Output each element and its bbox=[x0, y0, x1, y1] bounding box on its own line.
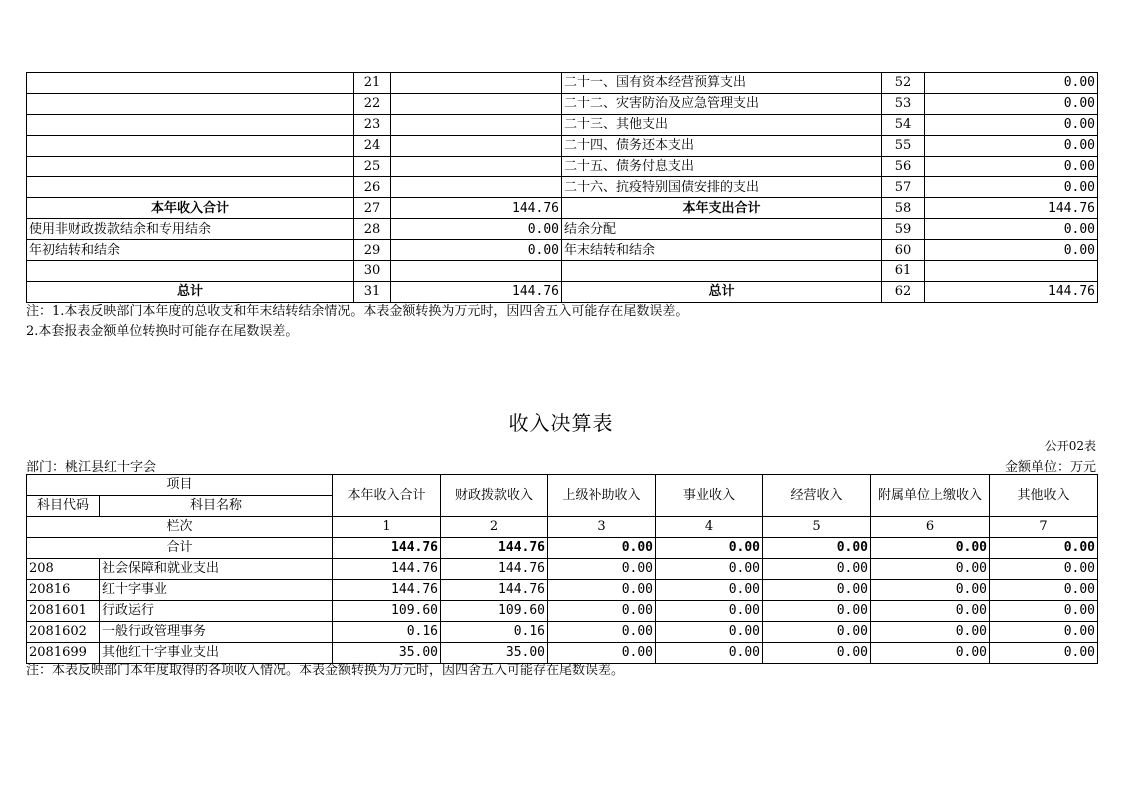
amount-cell: 0.00 bbox=[763, 622, 871, 643]
summary-row bbox=[27, 281, 1098, 302]
summary-row bbox=[27, 198, 1098, 219]
amount-cell: 144.76 bbox=[441, 559, 548, 580]
left-line-no: 26 bbox=[354, 177, 391, 198]
summary-row bbox=[27, 73, 1098, 94]
right-label: 二十一、国有资本经营预算支出 bbox=[562, 73, 882, 94]
right-amount: 0.00 bbox=[925, 177, 1098, 198]
left-line-no: 27 bbox=[354, 198, 391, 219]
subject-code: 208 bbox=[27, 559, 100, 580]
left-label bbox=[27, 93, 354, 114]
total-value: 144.76 bbox=[441, 538, 548, 559]
subject-code: 2081601 bbox=[27, 601, 100, 622]
right-label: 二十三、其他支出 bbox=[562, 114, 882, 135]
amount-unit-label: 金额单位：万元 bbox=[1004, 460, 1096, 475]
right-line-no: 62 bbox=[882, 281, 925, 302]
right-label: 二十六、抗疫特别国债安排的支出 bbox=[562, 177, 882, 198]
right-label: 二十四、债务还本支出 bbox=[562, 135, 882, 156]
subject-name: 行政运行 bbox=[100, 601, 333, 622]
amount-cell: 144.76 bbox=[333, 559, 441, 580]
amount-cell: 0.00 bbox=[763, 559, 871, 580]
amount-cell: 0.00 bbox=[548, 601, 656, 622]
left-amount bbox=[391, 135, 562, 156]
income-table bbox=[26, 474, 1098, 664]
column-number-row bbox=[27, 517, 1098, 538]
amount-cell: 0.00 bbox=[990, 622, 1098, 643]
header-row-1 bbox=[27, 475, 1098, 496]
summary-row bbox=[27, 219, 1098, 240]
left-label bbox=[27, 261, 354, 282]
right-line-no: 61 bbox=[882, 261, 925, 282]
right-line-no: 59 bbox=[882, 219, 925, 240]
summary-row bbox=[27, 156, 1098, 177]
right-amount: 0.00 bbox=[925, 219, 1098, 240]
header-affiliate: 附属单位上缴收入 bbox=[871, 475, 990, 517]
header-name: 科目名称 bbox=[100, 496, 333, 517]
amount-cell: 0.00 bbox=[990, 580, 1098, 601]
left-amount: 144.76 bbox=[391, 198, 562, 219]
amount-cell: 0.00 bbox=[990, 643, 1098, 664]
table-row bbox=[27, 622, 1098, 643]
amount-cell: 0.00 bbox=[871, 643, 990, 664]
table-row bbox=[27, 643, 1098, 664]
summary-row bbox=[27, 177, 1098, 198]
column-number: 1 bbox=[333, 517, 441, 538]
right-label: 二十五、债务付息支出 bbox=[562, 156, 882, 177]
left-amount bbox=[391, 156, 562, 177]
left-amount bbox=[391, 261, 562, 282]
subject-name: 其他红十字事业支出 bbox=[100, 643, 333, 664]
right-amount: 0.00 bbox=[925, 156, 1098, 177]
left-line-no: 29 bbox=[354, 240, 391, 261]
right-amount: 0.00 bbox=[925, 114, 1098, 135]
left-amount bbox=[391, 73, 562, 94]
left-label: 总计 bbox=[27, 281, 354, 302]
summary-row bbox=[27, 135, 1098, 156]
amount-cell: 0.00 bbox=[763, 601, 871, 622]
left-amount: 0.00 bbox=[391, 219, 562, 240]
amount-cell: 0.00 bbox=[763, 643, 871, 664]
subject-code: 2081699 bbox=[27, 643, 100, 664]
column-number: 6 bbox=[871, 517, 990, 538]
amount-cell: 0.00 bbox=[871, 601, 990, 622]
subject-code: 20816 bbox=[27, 580, 100, 601]
amount-cell: 0.00 bbox=[548, 559, 656, 580]
income-expense-summary-table bbox=[26, 72, 1098, 303]
right-amount bbox=[925, 261, 1098, 282]
left-amount bbox=[391, 93, 562, 114]
left-amount: 144.76 bbox=[391, 281, 562, 302]
left-label bbox=[27, 114, 354, 135]
amount-cell: 0.00 bbox=[871, 559, 990, 580]
left-line-no: 31 bbox=[354, 281, 391, 302]
header-fiscal: 财政拨款收入 bbox=[441, 475, 548, 517]
right-label: 二十二、灾害防治及应急管理支出 bbox=[562, 93, 882, 114]
right-label bbox=[562, 261, 882, 282]
right-line-no: 53 bbox=[882, 93, 925, 114]
left-amount bbox=[391, 177, 562, 198]
left-line-no: 30 bbox=[354, 261, 391, 282]
left-label: 本年收入合计 bbox=[27, 198, 354, 219]
left-amount bbox=[391, 114, 562, 135]
total-value: 0.00 bbox=[990, 538, 1098, 559]
amount-cell: 0.00 bbox=[990, 601, 1098, 622]
subject-code: 2081602 bbox=[27, 622, 100, 643]
left-label bbox=[27, 73, 354, 94]
right-amount: 144.76 bbox=[925, 198, 1098, 219]
amount-cell: 109.60 bbox=[441, 601, 548, 622]
left-line-no: 28 bbox=[354, 219, 391, 240]
summary-table-body bbox=[27, 73, 1098, 303]
column-number: 3 bbox=[548, 517, 656, 538]
amount-cell: 0.00 bbox=[871, 622, 990, 643]
amount-cell: 0.16 bbox=[333, 622, 441, 643]
right-line-no: 57 bbox=[882, 177, 925, 198]
total-value: 0.00 bbox=[656, 538, 763, 559]
right-amount: 0.00 bbox=[925, 73, 1098, 94]
total-label: 合计 bbox=[27, 538, 333, 559]
left-label bbox=[27, 156, 354, 177]
column-number-label: 栏次 bbox=[27, 517, 333, 538]
summary-note-2: 2.本套报表金额单位转换时可能存在尾数误差。 bbox=[26, 324, 299, 339]
amount-cell: 0.00 bbox=[548, 580, 656, 601]
column-number: 4 bbox=[656, 517, 763, 538]
right-amount: 0.00 bbox=[925, 93, 1098, 114]
page-title: 收入决算表 bbox=[508, 411, 614, 435]
amount-cell: 144.76 bbox=[333, 580, 441, 601]
column-number: 2 bbox=[441, 517, 548, 538]
table-row bbox=[27, 559, 1098, 580]
total-row bbox=[27, 538, 1098, 559]
amount-cell: 35.00 bbox=[333, 643, 441, 664]
left-amount: 0.00 bbox=[391, 240, 562, 261]
right-label: 总计 bbox=[562, 281, 882, 302]
right-label: 本年支出合计 bbox=[562, 198, 882, 219]
right-line-no: 55 bbox=[882, 135, 925, 156]
right-line-no: 54 bbox=[882, 114, 925, 135]
right-line-no: 58 bbox=[882, 198, 925, 219]
department-label: 部门：桃江县红十字会 bbox=[26, 460, 157, 475]
amount-cell: 144.76 bbox=[441, 580, 548, 601]
amount-cell: 0.00 bbox=[656, 559, 763, 580]
subject-name: 红十字事业 bbox=[100, 580, 333, 601]
header-operation: 经营收入 bbox=[763, 475, 871, 517]
total-value: 0.00 bbox=[548, 538, 656, 559]
column-number: 7 bbox=[990, 517, 1098, 538]
header-total: 本年收入合计 bbox=[333, 475, 441, 517]
header-other: 其他收入 bbox=[990, 475, 1098, 517]
summary-row bbox=[27, 261, 1098, 282]
right-line-no: 52 bbox=[882, 73, 925, 94]
left-label: 年初结转和结余 bbox=[27, 240, 354, 261]
right-amount: 144.76 bbox=[925, 281, 1098, 302]
form-code: 公开02表 bbox=[1044, 439, 1096, 453]
total-value: 0.00 bbox=[763, 538, 871, 559]
left-line-no: 21 bbox=[354, 73, 391, 94]
header-item: 项目 bbox=[27, 475, 333, 496]
right-amount: 0.00 bbox=[925, 240, 1098, 261]
right-label: 年末结转和结余 bbox=[562, 240, 882, 261]
amount-cell: 0.00 bbox=[871, 580, 990, 601]
right-amount: 0.00 bbox=[925, 135, 1098, 156]
left-label bbox=[27, 177, 354, 198]
amount-cell: 0.00 bbox=[763, 580, 871, 601]
summary-row bbox=[27, 240, 1098, 261]
amount-cell: 35.00 bbox=[441, 643, 548, 664]
table-row bbox=[27, 580, 1098, 601]
left-line-no: 25 bbox=[354, 156, 391, 177]
left-label bbox=[27, 135, 354, 156]
left-line-no: 22 bbox=[354, 93, 391, 114]
column-number: 5 bbox=[763, 517, 871, 538]
header-superior: 上级补助收入 bbox=[548, 475, 656, 517]
subject-name: 一般行政管理事务 bbox=[100, 622, 333, 643]
table-row bbox=[27, 601, 1098, 622]
amount-cell: 0.00 bbox=[548, 622, 656, 643]
amount-cell: 0.00 bbox=[656, 622, 763, 643]
amount-cell: 0.00 bbox=[990, 559, 1098, 580]
amount-cell: 0.00 bbox=[548, 643, 656, 664]
right-line-no: 60 bbox=[882, 240, 925, 261]
amount-cell: 109.60 bbox=[333, 601, 441, 622]
right-line-no: 56 bbox=[882, 156, 925, 177]
summary-row bbox=[27, 114, 1098, 135]
amount-cell: 0.00 bbox=[656, 643, 763, 664]
left-label: 使用非财政拨款结余和专用结余 bbox=[27, 219, 354, 240]
income-note: 注：本表反映部门本年度取得的各项收入情况。本表金额转换为万元时，因四舍五入可能存在尾数误差。 bbox=[26, 663, 625, 678]
total-value: 144.76 bbox=[333, 538, 441, 559]
amount-cell: 0.00 bbox=[656, 601, 763, 622]
subject-name: 社会保障和就业支出 bbox=[100, 559, 333, 580]
right-label: 结余分配 bbox=[562, 219, 882, 240]
amount-cell: 0.16 bbox=[441, 622, 548, 643]
income-table-body bbox=[27, 559, 1098, 664]
left-line-no: 23 bbox=[354, 114, 391, 135]
header-code: 科目代码 bbox=[27, 496, 100, 517]
amount-cell: 0.00 bbox=[656, 580, 763, 601]
header-business: 事业收入 bbox=[656, 475, 763, 517]
summary-note-1: 注：1.本表反映部门本年度的总收支和年末结转结余情况。本表金额转换为万元时，因四舍五入可能存在尾数误差。 bbox=[26, 304, 689, 319]
left-line-no: 24 bbox=[354, 135, 391, 156]
total-value: 0.00 bbox=[871, 538, 990, 559]
summary-row bbox=[27, 93, 1098, 114]
